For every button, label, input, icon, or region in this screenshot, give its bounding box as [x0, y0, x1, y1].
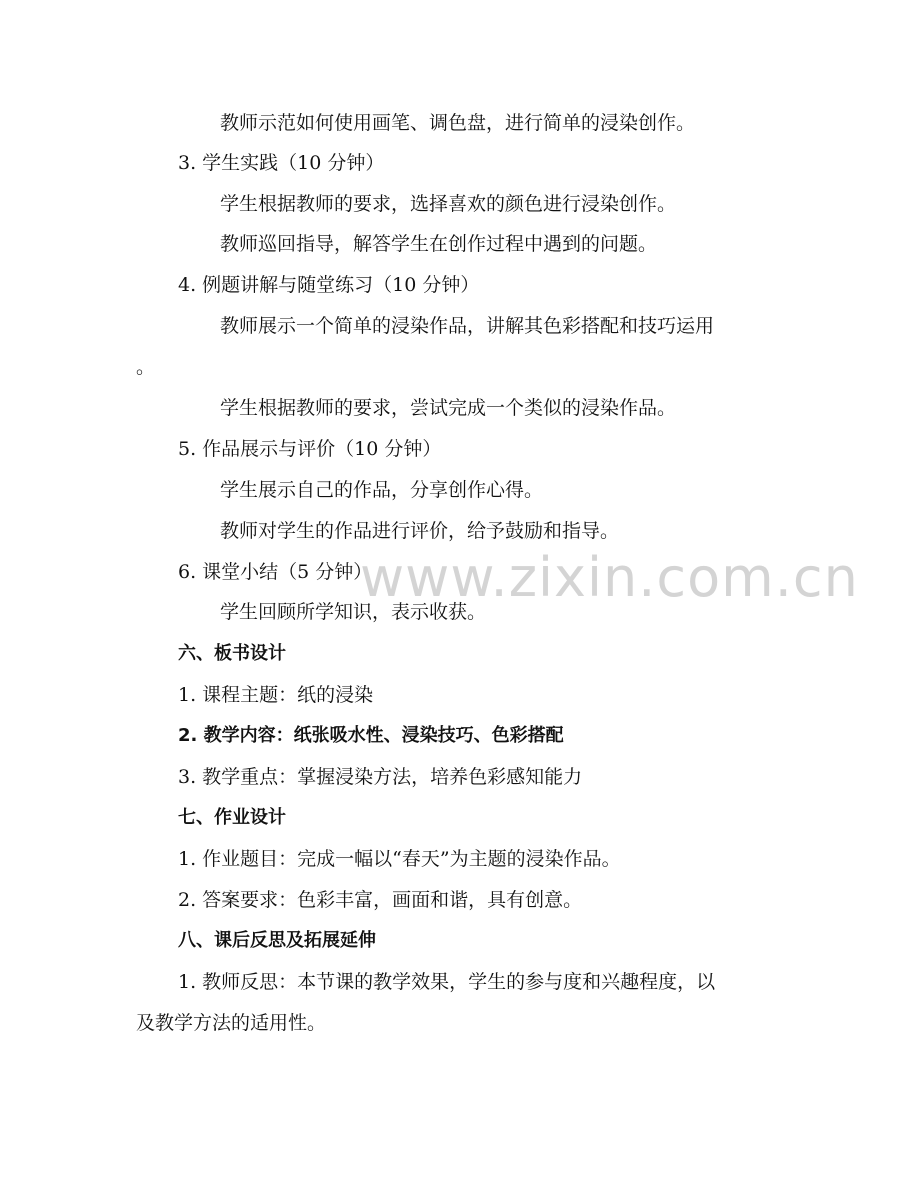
body-line: 学生根据教师的要求，选择喜欢的颜色进行浸染创作。 [220, 193, 677, 215]
body-line: 学生展示自己的作品，分享创作心得。 [220, 479, 544, 501]
list-item-heading: 3. 学生实践（10 分钟） [178, 152, 385, 174]
watermark: www.zixin.com.cn [360, 546, 859, 609]
list-item-heading: 6. 课堂小结（5 分钟） [178, 561, 373, 583]
body-line: 学生回顾所学知识，表示收获。 [220, 601, 487, 623]
section-heading: 八、课后反思及拓展延伸 [178, 930, 376, 951]
body-line: 教师巡回指导，解答学生在创作过程中遇到的问题。 [220, 233, 658, 255]
list-item: 1. 教师反思：本节课的教学效果，学生的参与度和兴趣程度，以 [178, 971, 716, 993]
body-line: 教师对学生的作品进行评价，给予鼓励和指导。 [220, 520, 620, 542]
body-line: 教师展示一个简单的浸染作品，讲解其色彩搭配和技巧运用 [220, 315, 715, 337]
body-line: 学生根据教师的要求，尝试完成一个类似的浸染作品。 [220, 397, 677, 419]
list-item: 2. 答案要求：色彩丰富，画面和谐，具有创意。 [178, 889, 583, 911]
list-item-heading: 5. 作品展示与评价（10 分钟） [178, 438, 442, 460]
list-item: 3. 教学重点：掌握浸染方法，培养色彩感知能力 [178, 766, 583, 788]
list-item-heading: 4. 例题讲解与随堂练习（10 分钟） [178, 274, 480, 296]
list-item: 1. 课程主题：纸的浸染 [178, 684, 374, 706]
body-line: 及教学方法的适用性。 [136, 1012, 327, 1034]
section-heading: 七、作业设计 [178, 807, 286, 828]
list-item-bold: 2. 教学内容：纸张吸水性、浸染技巧、色彩搭配 [178, 725, 564, 746]
body-line: 教师示范如何使用画笔、调色盘，进行简单的浸染创作。 [220, 112, 696, 134]
body-line: 。 [136, 356, 156, 378]
section-heading: 六、板书设计 [178, 643, 286, 664]
list-item: 1. 作业题目：完成一幅以“春天”为主题的浸染作品。 [178, 848, 621, 870]
